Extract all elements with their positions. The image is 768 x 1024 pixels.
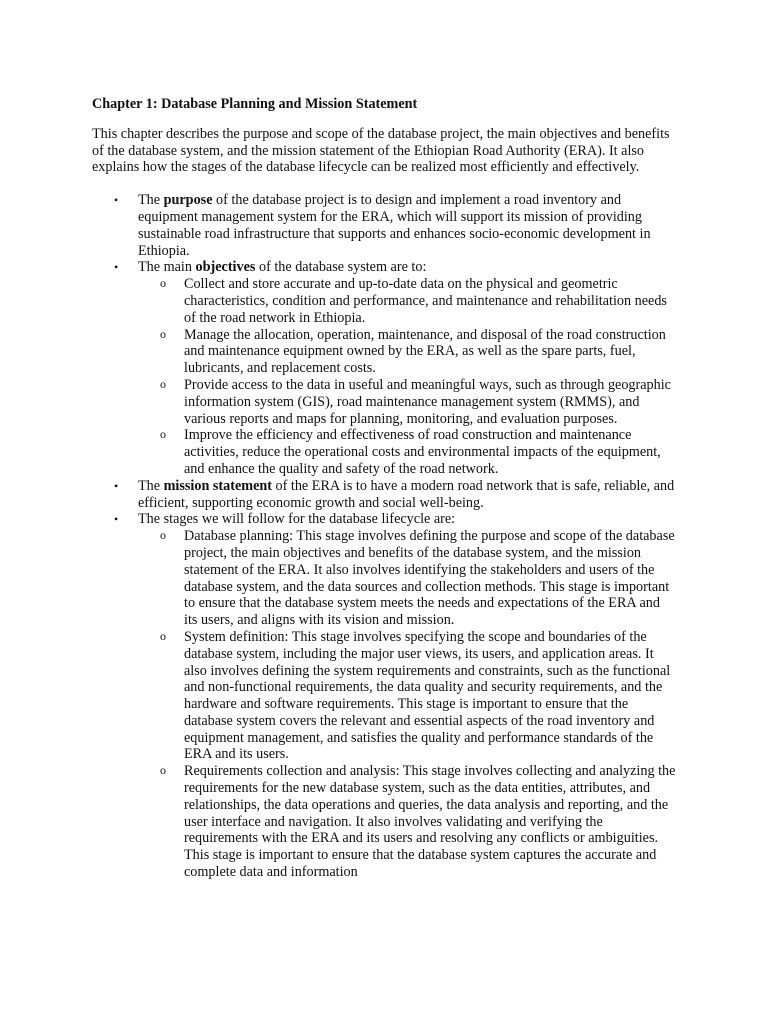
bold-term: objectives xyxy=(195,259,256,276)
list-item-stages: • The stages we will follow for the database lifecycle are: o Database planning: This stage involves defining the purpose and scope of the database project, the main objectives and benefits of the database system, and the mission statement of the ERA. It also involves identifying the stakeholders and users of the database system, and the data sources and collection methods. This stage is important to ensure that the database system meets the needs and expectations of the ERA and its users, and aligns with its vision and mission. o System definition: This stage involves specifying the scope and boundaries of the database system, including the major user views, its users, and application areas. It also involves defining the system requirements and constraints, such as the functional and non-functional requirements, the data quality and security requirements, and the hardware and software requirements. This stage is important to ensure that the database system covers the relevant and essential aspects of the road inventory and equipment management, and satisfies the quality and performance standards of the ERA and its users. o Requirements collection and analysis: This stage involves collecting and analyzing the requirements for the new database system, such as the data entities, attributes, and relationships, the data operations and queries, the data analysis and reporting, and the user interface and navigation. It also involves validating and verifying the requirements with the ERA and its users and resolving any conflicts or ambiguities. This stage is important to ensure that the database system captures the accurate and complete data and information xyxy=(114,511,676,881)
bullet-icon: • xyxy=(114,193,119,208)
objectives-sub-list xyxy=(138,276,676,478)
bold-term: mission statement xyxy=(163,477,272,494)
sub-list-item: o Improve the efficiency and effectiveness of road construction and maintenance activities, reduce the operational costs and environmental impacts of the equipment, and enhance the quality and safety of the road network. xyxy=(160,427,661,477)
stages-sub-list xyxy=(138,528,676,881)
sub-list-item: o Provide access to the data in useful and meaningful ways, such as through geographic information system (GIS), road maintenance management system (RMMS), and various reports and maps for planning, monitoring, and evaluation purposes. xyxy=(160,376,671,427)
chapter-title: Chapter 1: Database Planning and Mission Statement xyxy=(92,96,418,112)
bullet-icon: • xyxy=(114,478,119,493)
sub-list-item: o Database planning: This stage involves defining the purpose and scope of the database project, the main objectives and benefits of the database system, and the mission statement of the ERA. It also involves identifying the stakeholders and users of the database system, and the data sources and collection methods. This stage is important to ensure that the database system meets the needs and expectations of the ERA and its users, and aligns with its vision and mission. xyxy=(160,528,675,629)
intro-paragraph: This chapter describes the purpose and scope of the database project, the main objectives and benefits of the database system, and the mission statement of the Ethiopian Road Authority (ERA). It also explains how the stages of the database lifecycle can be realized most efficiently and effectively. xyxy=(92,125,670,176)
bullet-icon: • xyxy=(114,512,119,527)
main-bullet-list xyxy=(92,192,676,881)
sub-bullet-icon: o xyxy=(160,276,166,291)
bullet-icon: • xyxy=(114,260,119,275)
bold-term: purpose xyxy=(163,192,213,209)
list-item-purpose: • The purpose of the database project is to design and implement a road inventory and equipment management system for the ERA, which will support its mission of providing sustainable road infrastructure that supports and enhances socio-economic development in Ethiopia. xyxy=(114,192,651,259)
sub-list-item: o System definition: This stage involves specifying the scope and boundaries of the database system, including the major user views, its users, and application areas. It also involves defining the system requirements and constraints, such as the functional and non-functional requirements, the data quality and security requirements, and the hardware and software requirements. This stage is important to ensure that the database system covers the relevant and essential aspects of the road inventory and equipment management, and satisfies the quality and performance standards of the ERA and its users. xyxy=(160,628,671,763)
sub-bullet-icon: o xyxy=(160,427,166,442)
list-item-mission: • The mission statement of the ERA is to have a modern road network that is safe, reliable, and efficient, supporting economic growth and social well-being. xyxy=(114,477,675,511)
sub-bullet-icon: o xyxy=(160,763,166,778)
list-item-objectives: • The main objectives of the database system are to: o Collect and store accurate and up-to-date data on the physical and geometric characteristics, condition and performance, and maintenance and rehabilitation needs of the road network in Ethiopia. o Manage the allocation, operation, maintenance, and disposal of the road construction and maintenance equipment owned by the ERA, as well as the spare parts, fuel, lubricants, and replacement costs. o Provide access to the data in useful and meaningful ways, such as through geographic information system (GIS), road maintenance management system (RMMS), and various reports and maps for planning, monitoring, and evaluation purposes. o Improve the efficiency and effectiveness of road construction and maintenance activities, reduce the operational costs and environmental impacts of the equipment, and enhance the quality and safety of the road network. xyxy=(92,259,676,477)
sub-bullet-icon: o xyxy=(160,326,166,341)
sub-list-item: o Requirements collection and analysis: This stage involves collecting and analyzing the requirements for the new database system, such as the data entities, attributes, and relationships, the data operations and queries, the data analysis and reporting, and the user interface and navigation. It also involves validating and verifying the requirements with the ERA and its users and resolving any conflicts or ambiguities. This stage is important to ensure that the database system captures the accurate and complete data and information xyxy=(160,763,676,881)
sub-list-item: o Collect and store accurate and up-to-date data on the physical and geometric characteristics, condition and performance, and maintenance and rehabilitation needs of the road network in Ethiopia. xyxy=(160,276,667,326)
sub-bullet-icon: o xyxy=(160,376,166,391)
sub-bullet-icon: o xyxy=(160,528,166,543)
sub-bullet-icon: o xyxy=(160,628,166,643)
sub-list-item: o Manage the allocation, operation, maintenance, and disposal of the road construction and maintenance equipment owned by the ERA, as well as the spare parts, fuel, lubricants, and replacement costs. xyxy=(160,326,666,377)
